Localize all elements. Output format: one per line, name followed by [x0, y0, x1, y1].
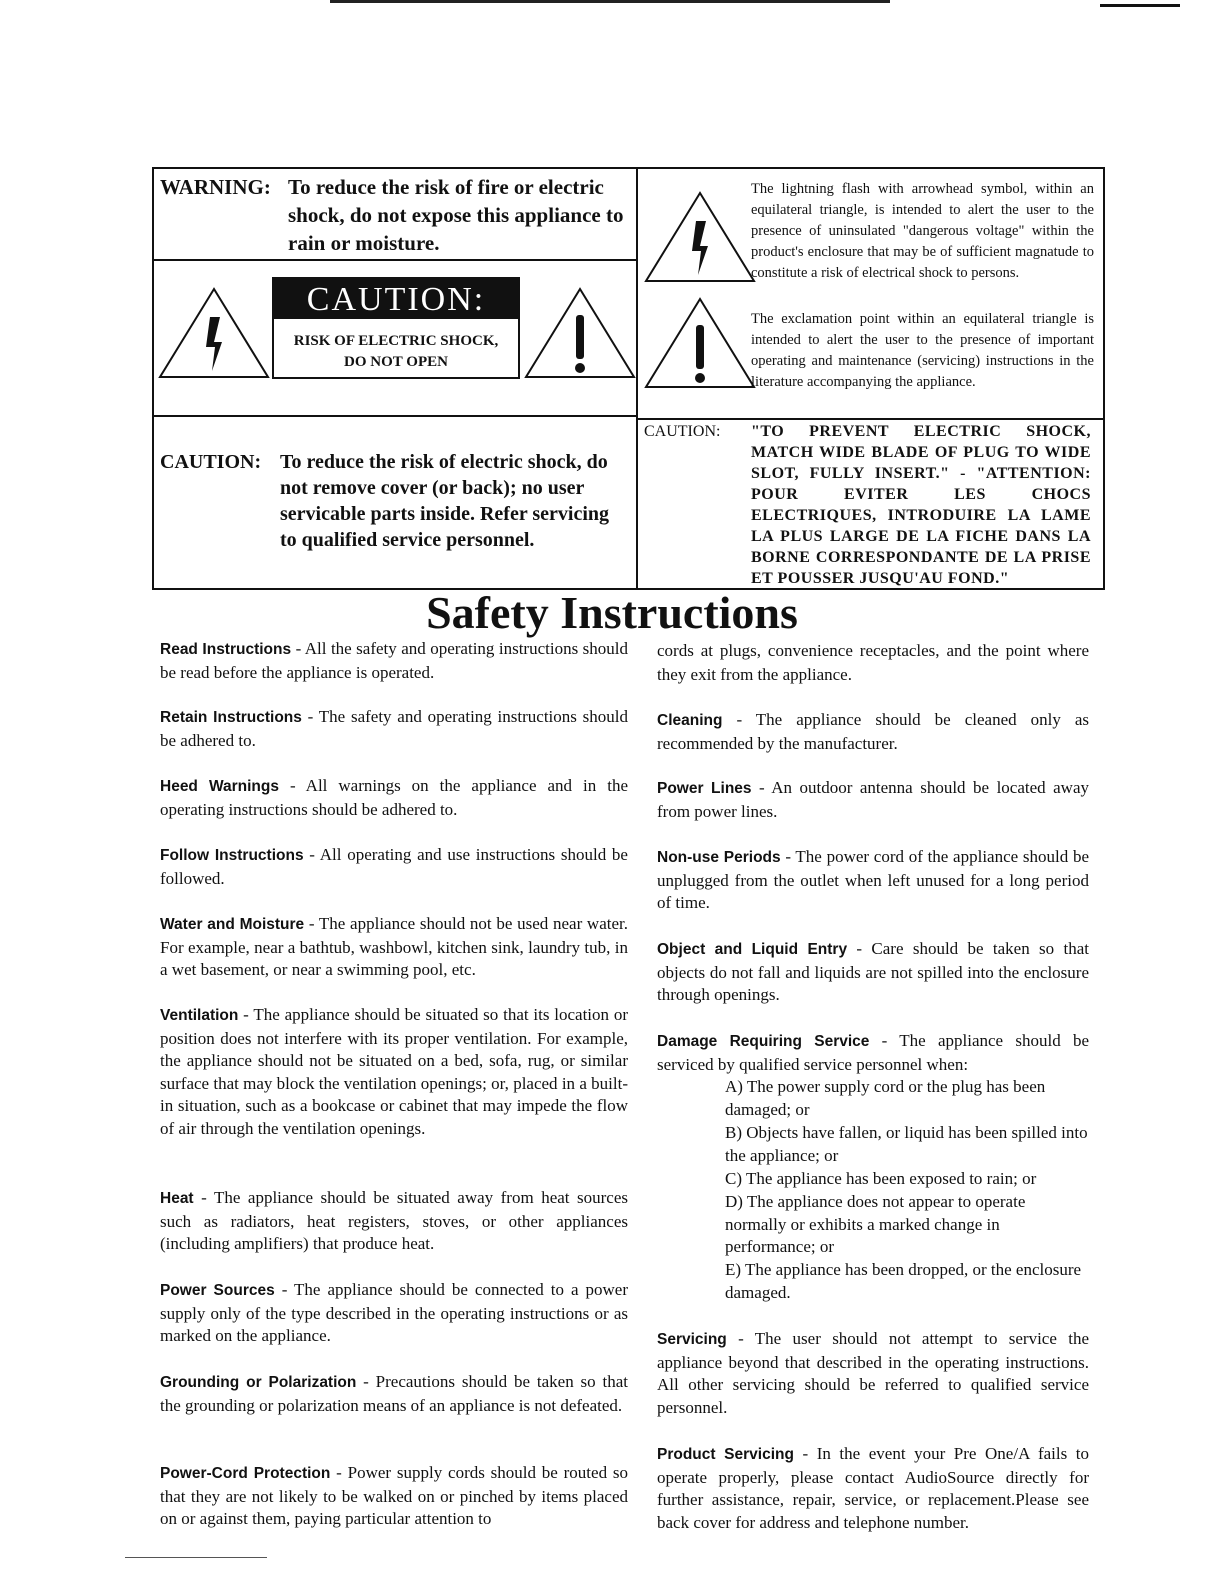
divider	[154, 415, 636, 417]
instruction-item: Object and Liquid Entry - Care should be taken so that objects do not fall and liquids are not spilled into the enclosure through openings.	[657, 939, 1089, 1004]
instruction-item: Damage Requiring Service - The appliance should be serviced by qualified service personnel when:	[657, 1031, 1089, 1074]
instruction-item: Retain Instructions - The safety and operating instructions should be adhered to.	[160, 707, 628, 750]
damage-list-item: E) The appliance has been dropped, or the enclosure damaged.	[725, 1260, 1082, 1302]
instruction-item: Cleaning - The appliance should be cleaned only as recommended by the manufacturer.	[657, 710, 1089, 753]
instruction-item: cords at plugs, convenience receptacles, and the point where they exit from the appliance.	[657, 641, 1089, 684]
caution-sign	[272, 277, 520, 379]
warning-box	[152, 167, 1105, 590]
lightning-symbol-description: The lightning flash with arrowhead symbol, within an equilateral triangle, is intended to alert the user to the presence of uninsulated "dangerous voltage" within the product's enclosure that may be of sufficient magnatude to constitute a risk of electrical shock to persons.	[751, 181, 1094, 281]
caution-sign-line: RISK OF ELECTRIC SHOCK,	[293, 333, 499, 349]
instruction-item: Power Sources - The appliance should be connected to a power supply only of the type described in the operating instructions or as marked on the appliance.	[160, 1280, 628, 1345]
caution-label: CAUTION:	[644, 423, 721, 440]
damage-list-item: C) The appliance has been exposed to rain; or	[725, 1169, 1037, 1188]
exclamation-symbol-description: The exclamation point within an equilateral triangle is intended to alert the user to the presence of important operating and maintenance (servicing) instructions in the literature accompanying the appliance.	[751, 311, 1094, 390]
damage-list-item: A) The power supply cord or the plug has been damaged; or	[725, 1077, 1046, 1119]
instruction-item: Heed Warnings - All warnings on the appliance and in the operating instructions should be adhered to.	[160, 776, 629, 819]
caution-label: CAUTION:	[160, 451, 262, 473]
divider	[636, 169, 638, 588]
instruction-item: Power Lines - An outdoor antenna should be located away from power lines.	[657, 778, 1089, 821]
instruction-item: Product Servicing - In the event your Pre One/A fails to operate properly, please contact AudioSource directly for further assistance, repair, service, or replacement.Please see back cover for address and telephone number.	[657, 1444, 1089, 1532]
instruction-item: Servicing - The user should not attempt to service the appliance beyond that described in the operating instructions. All other servicing should be referred to qualified service personnel.	[657, 1329, 1089, 1417]
instruction-item: Non-use Periods - The power cord of the appliance should be unplugged from the outlet when left unused for a long period of time.	[657, 847, 1089, 912]
exclamation-triangle-icon	[644, 297, 756, 389]
instruction-item: Water and Moisture - The appliance should not be used near water. For example, near a bathtub, washbowl, kitchen sink, laundry tub, in a wet basement, or near a swimming pool, etc.	[160, 914, 628, 979]
divider	[154, 259, 636, 261]
lightning-triangle-icon	[158, 287, 270, 379]
damage-list-item: D) The appliance does not appear to operate normally or exhibits a marked change in performance; or	[725, 1192, 1026, 1256]
instruction-item: Read Instructions - All the safety and operating instructions should be read before the appliance is operated.	[160, 639, 628, 682]
page-title: Safety Instructions	[426, 587, 798, 638]
scan-line	[1100, 4, 1180, 7]
instruction-item: Heat - The appliance should be situated away from heat sources such as radiators, heat registers, stoves, or other appliances (including amplifiers) that produce heat.	[160, 1188, 628, 1253]
footer-rule	[125, 1557, 267, 1558]
instruction-item: Ventilation - The appliance should be situated so that its location or position does not interfere with its proper ventilation. For example, the appliance should not be situated on a bed, sofa, rug, or similar surface that may block the ventilation openings; or, placed in a built-in situation, such as a bookcase or cabinet that may impede the flow of air through the ventilation openings.	[160, 1005, 628, 1138]
divider	[636, 418, 1103, 420]
scan-line	[330, 0, 890, 3]
warning-label: WARNING:	[160, 175, 271, 199]
caution-body: "TO PREVENT ELECTRIC SHOCK, MATCH WIDE BLADE OF PLUG TO WIDE SLOT, FULLY INSERT." - "ATTENTION: POUR EVITER LES CHOCS ELECTRIQUES, INTRODUIRE LA LAME LA PLUS LARGE DE LA FICHE DANS LA BORNE CORRESPONDANTE DE LA PRISE ET POUSSER JUSQU'AU FOND."	[751, 423, 1091, 587]
lightning-triangle-icon	[644, 191, 756, 283]
caution-sign-line: DO NOT OPEN	[344, 354, 448, 370]
caution-sign-header: CAUTION:	[274, 279, 518, 319]
instruction-item: Grounding or Polarization - Precautions should be taken so that the grounding or polarization means of an appliance is not defeated.	[160, 1372, 628, 1415]
warning-body: To reduce the risk of fire or electric shock, do not expose this appliance to rain or moisture.	[288, 175, 624, 255]
caution-body: To reduce the risk of electric shock, do not remove cover (or back); no user servicable parts inside. Refer servicing to qualified service personnel.	[280, 451, 610, 551]
exclamation-triangle-icon	[524, 287, 636, 379]
instruction-item: Power-Cord Protection - Power supply cords should be routed so that they are not likely to be walked on or pinched by items placed on or against them, paying particular attention to	[160, 1463, 628, 1528]
instruction-item: Follow Instructions - All operating and use instructions should be followed.	[160, 845, 628, 888]
damage-list-item: B) Objects have fallen, or liquid has been spilled into the appliance; or	[725, 1123, 1088, 1165]
